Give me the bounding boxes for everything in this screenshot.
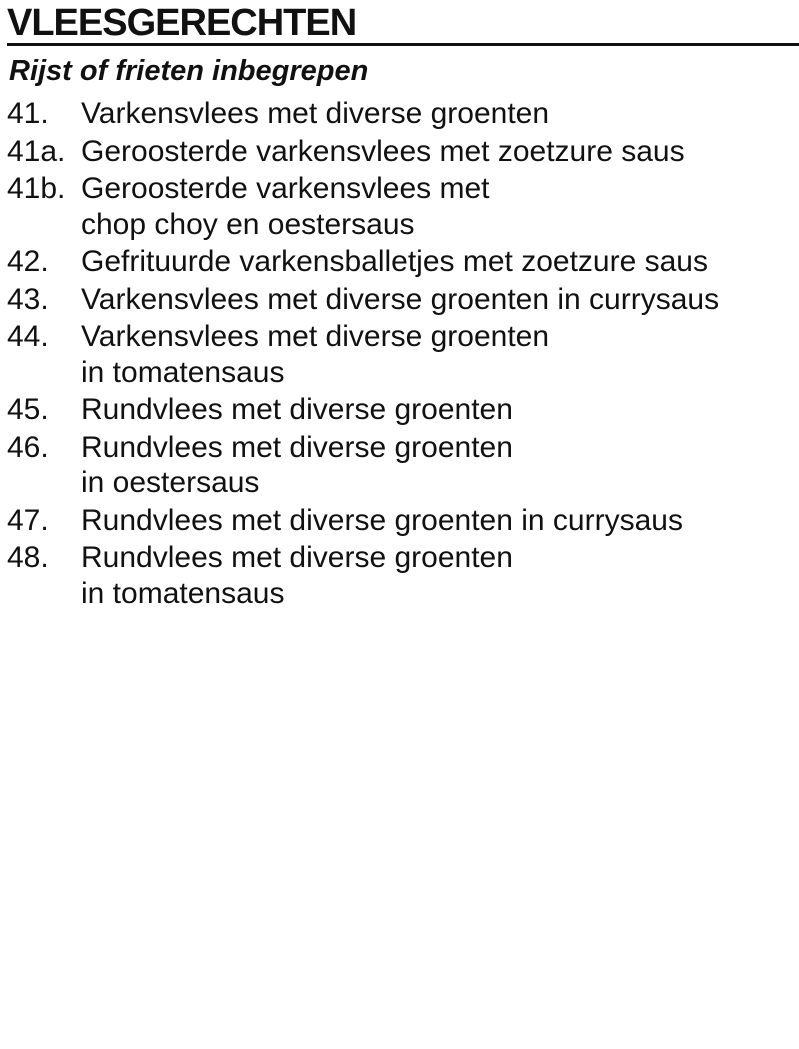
item-description [81, 392, 797, 428]
section-title: VLEESGERECHTEN [7, 2, 357, 44]
item-line: Varkensvlees met diverse groenten [81, 97, 550, 130]
item-line: Gefrituurde varkensballetjes met zoetzure saus [81, 245, 708, 278]
item-description [81, 430, 797, 501]
item-description [81, 96, 797, 132]
item-line: Rundvlees met diverse groenten [81, 430, 513, 464]
menu-item [7, 392, 797, 428]
item-description [81, 319, 797, 390]
item-line: Geroosterde varkensvlees met [81, 172, 490, 205]
item-line: in tomatensaus [81, 576, 285, 610]
menu-item [7, 282, 797, 318]
item-number: 44. [7, 320, 49, 353]
item-description [81, 244, 797, 280]
menu-item [7, 319, 797, 390]
item-line: Varkensvlees met diverse groenten in currysaus [81, 282, 720, 316]
item-line: in oestersaus [81, 466, 260, 499]
item-line: Varkensvlees met diverse groenten [81, 320, 550, 353]
item-line: Geroosterde varkensvlees met zoetzure saus [81, 134, 685, 168]
item-description [81, 540, 797, 611]
item-number: 41b. [7, 172, 66, 205]
item-line: Rundvlees met diverse groenten [81, 393, 513, 426]
item-description [81, 503, 797, 539]
menu-item [7, 540, 797, 611]
menu-item [7, 134, 797, 170]
menu-item [7, 503, 797, 539]
section-header [7, 2, 799, 46]
item-description [81, 134, 797, 170]
item-line: in tomatensaus [81, 355, 285, 389]
item-number: 46. [7, 430, 49, 464]
menu-list [7, 96, 797, 613]
item-line: Rundvlees met diverse groenten in currysaus [81, 503, 683, 537]
menu-item [7, 430, 797, 501]
menu-item [7, 244, 797, 280]
item-number: 42. [7, 245, 49, 278]
item-number: 47. [7, 503, 49, 537]
item-description [81, 171, 797, 242]
menu-item [7, 171, 797, 242]
item-line: chop choy en oestersaus [81, 207, 415, 241]
item-number: 41a. [7, 134, 66, 168]
item-number: 48. [7, 541, 49, 574]
item-number: 43. [7, 282, 49, 316]
item-number: 45. [7, 393, 49, 426]
menu-item [7, 96, 797, 132]
item-description [81, 282, 797, 318]
section-subtitle: Rijst of frieten inbegrepen [9, 55, 369, 87]
item-number: 41. [7, 97, 49, 130]
item-line: Rundvlees met diverse groenten [81, 541, 513, 574]
